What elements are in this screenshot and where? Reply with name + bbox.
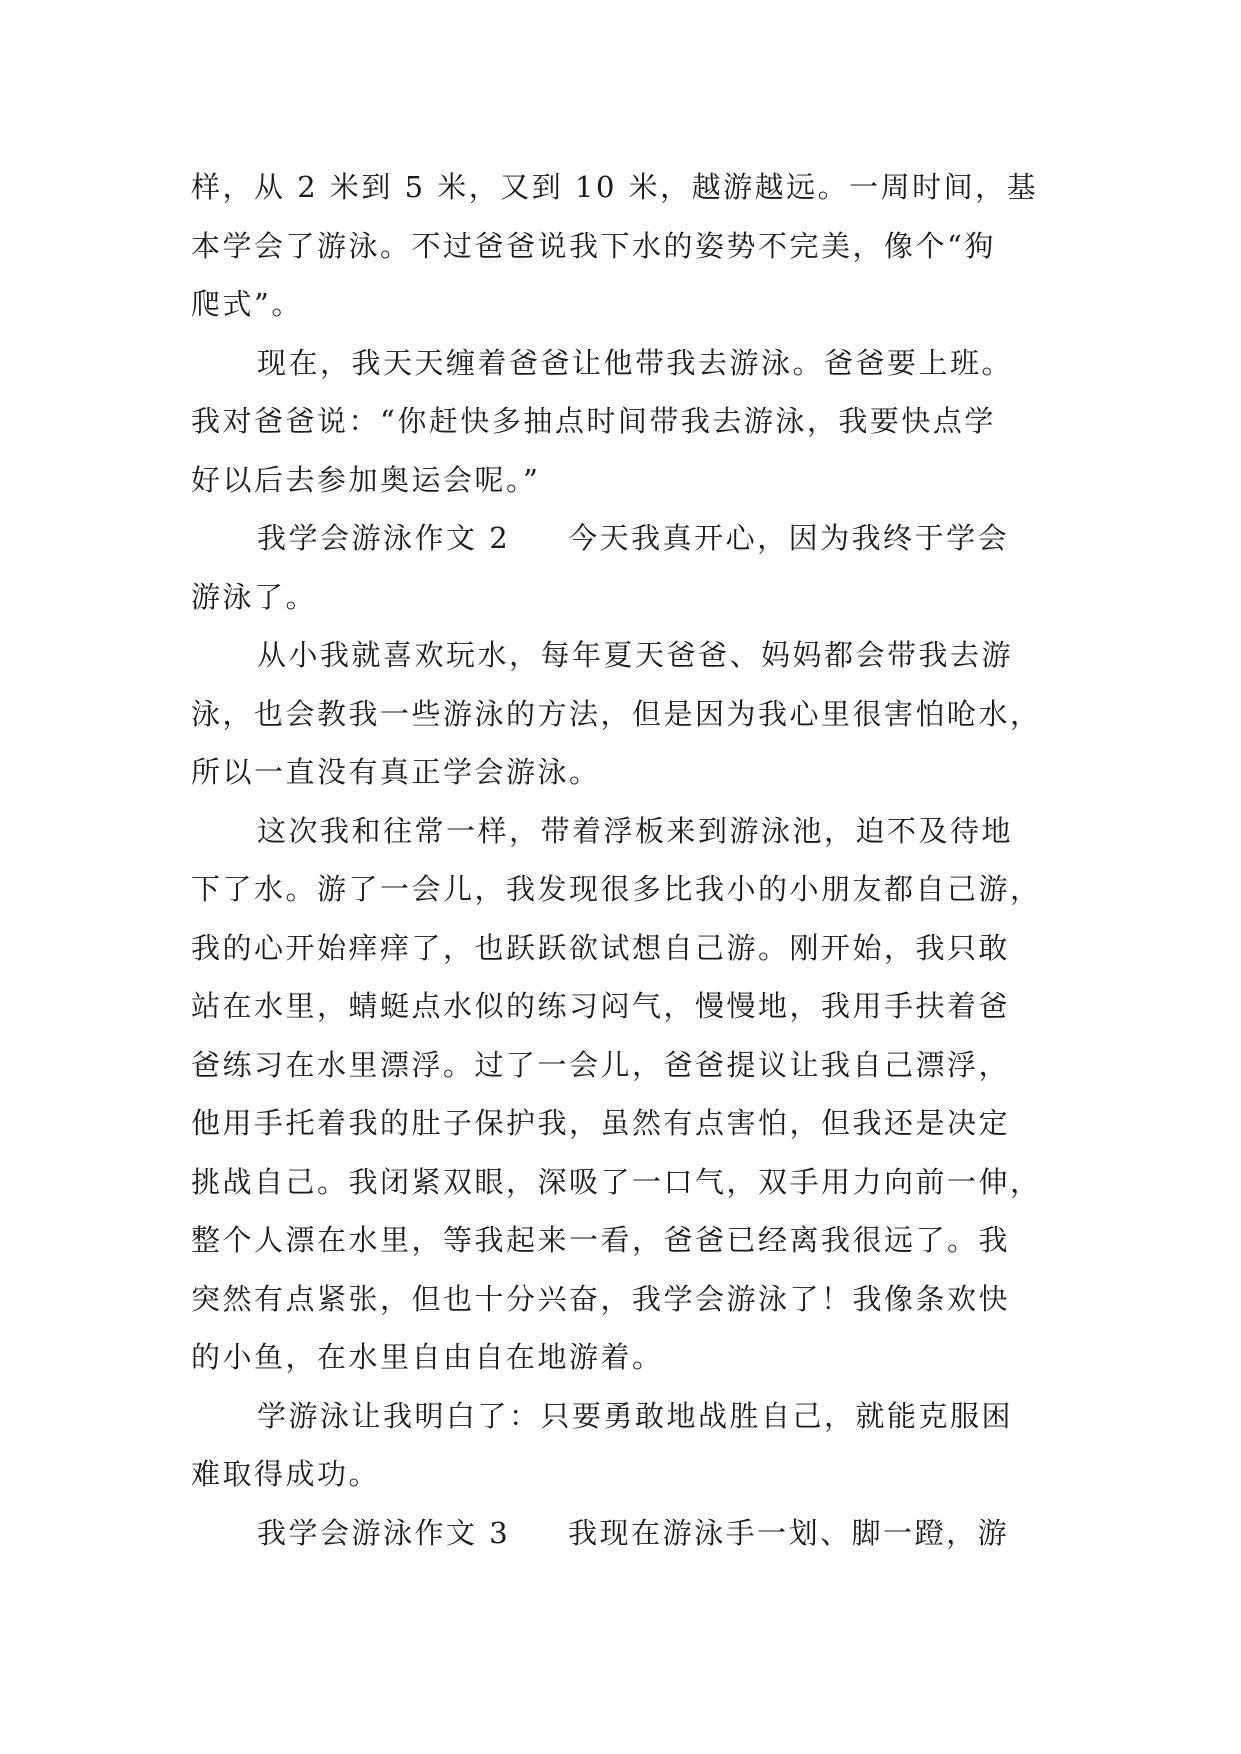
text-line: 突然有点紧张，但也十分兴奋，我学会游泳了！我像条欢快 — [191, 1281, 1011, 1316]
text-line: 样，从 2 米到 5 米，又到 10 米，越游越远。一周时间，基 — [191, 170, 1039, 204]
essay-opening-text: 我现在游泳手一划、脚一蹬，游 — [568, 1515, 1010, 1550]
essay-3-heading-line — [191, 1504, 1051, 1563]
text-line: 本学会了游泳。不过爸爸说我下水的姿势不完美，像个“狗 — [191, 228, 996, 263]
text-line: 爸练习在水里漂浮。过了一会儿，爸爸提议让我自己漂浮， — [191, 1047, 1011, 1082]
essay-body — [191, 158, 1051, 1562]
text-line: 挑战自己。我闭紧双眼，深吸了一口气，双手用力向前一伸， — [191, 1164, 1042, 1199]
essay-title: 我学会游泳作文 3 — [257, 1515, 511, 1550]
text-line: 站在水里，蜻蜓点水似的练习闷气，慢慢地，我用手扶着爸 — [191, 989, 1011, 1023]
text-line: 难取得成功。 — [191, 1457, 381, 1491]
text-line: 他用手托着我的肚子保护我，虽然有点害怕，但我还是决定 — [191, 1106, 1011, 1140]
paragraph-start-line: 现在，我天天缠着爸爸让他带我去游泳。爸爸要上班。 — [257, 345, 1014, 380]
text-line: 游泳了。 — [191, 579, 318, 614]
essay-2-heading-line — [191, 509, 1051, 568]
text-line: 我的心开始痒痒了，也跃跃欲试想自己游。刚开始，我只敢 — [191, 930, 1011, 965]
text-line: 所以一直没有真正学会游泳。 — [191, 755, 601, 789]
text-line: 下了水。游了一会儿，我发现很多比我小的小朋友都自己游， — [191, 872, 1042, 906]
paragraph-start-line: 从小我就喜欢玩水，每年夏天爸爸、妈妈都会带我去游 — [257, 638, 1014, 672]
text-line: 爬式”。 — [191, 287, 303, 321]
text-line: 好以后去参加奥运会呢。” — [191, 462, 541, 497]
text-line: 泳，也会教我一些游泳的方法，但是因为我心里很害怕呛水， — [191, 696, 1042, 731]
essay-title: 我学会游泳作文 2 — [257, 521, 511, 555]
paragraph-start-line: 这次我和往常一样，带着浮板来到游泳池，迫不及待地 — [257, 813, 1014, 848]
paragraph-start-line: 学游泳让我明白了：只要勇敢地战胜自己，就能克服困 — [257, 1398, 1014, 1433]
text-line: 的小鱼，在水里自由自在地游着。 — [191, 1340, 664, 1374]
essay-opening-text: 今天我真开心，因为我终于学会 — [568, 521, 1010, 555]
text-line: 我对爸爸说：“你赶快多抽点时间带我去游泳，我要快点学 — [191, 404, 996, 438]
text-line: 整个人漂在水里，等我起来一看，爸爸已经离我很远了。我 — [191, 1223, 1011, 1257]
